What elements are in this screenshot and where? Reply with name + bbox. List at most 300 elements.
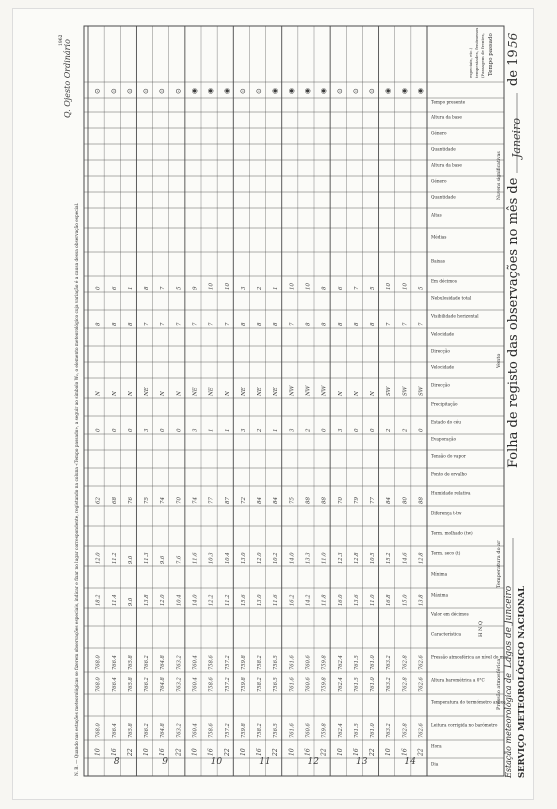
pressure-value: 756.5 [273,723,280,738]
max-temp-value: 16.0 [337,594,344,606]
cloudiness-value: 10 [402,283,409,290]
landscape-form [58,26,527,779]
column-header: Term. molhado (tw) [431,530,473,536]
hour-value: 10 [336,748,344,756]
humidity-value: 79 [353,497,360,504]
column-header: Género [431,178,447,184]
day-number: 12 [307,757,319,767]
sea-level-pressure-value: 762.6 [418,655,425,670]
dry-temp-value: 12.8 [418,552,425,564]
max-temp-value: 16.2 [289,594,296,606]
pressure-value: 762.8 [402,723,409,738]
sea-level-pressure-value: 763.2 [176,655,183,670]
group-vento: Vento [496,353,502,368]
visibility-value: 8 [353,322,360,326]
wind-direction-value: NW [305,385,312,396]
sky-state-value: 3 [289,428,296,432]
dry-temp-value: 11.3 [144,552,151,564]
humidity-value: 88 [418,497,425,504]
sea-level-pressure-value: 768.0 [95,655,102,670]
hour-value: 22 [369,748,377,756]
dry-temp-value: 10.2 [273,552,280,564]
pressure-value: 768.0 [95,723,102,738]
dry-temp-value: 9.6 [160,555,167,564]
sea-level-pressure-value: 765.8 [127,655,134,670]
sky-state-value: 3 [192,428,199,432]
cloudiness-value: 10 [305,283,312,290]
wind-direction-value: SW [386,386,393,396]
institution-name: SERVIÇO METEOROLÓGICO NACIONAL [517,585,527,778]
max-temp-value: 18.2 [95,594,102,606]
column-header: Term. seco (t) [431,550,461,556]
humidity-value: 68 [111,497,118,504]
sea-level-pressure-value: 761.0 [370,655,377,670]
column-header: Visibilidade horizontal [431,313,479,319]
pressure-value: 760.6 [305,723,312,738]
pressure-corrected-value: 762.6 [418,677,425,692]
sea-level-pressure-value: 763.2 [386,655,393,670]
humidity-value: 88 [321,497,328,504]
humidity-value: 77 [370,497,377,504]
column-header: Em décimos [431,278,457,284]
pressure-value: 765.8 [127,723,134,738]
month-value: Janeiro [510,118,523,158]
sea-level-pressure-value: 761.6 [289,655,296,670]
cloudiness-value: 6 [337,286,344,290]
column-header: Altura da base [431,114,462,120]
visibility-value: 7 [224,322,231,326]
pressure-value: 764.8 [160,723,167,738]
pressure-corrected-value: 760.6 [305,677,312,692]
pressure-value: 758.6 [208,723,215,738]
humidity-value: 74 [192,497,199,504]
max-temp-value: 10.4 [176,594,183,606]
humidity-value: 70 [176,497,183,504]
pressure-corrected-value: 764.8 [160,677,167,692]
sky-state-value: 0 [95,428,102,432]
dry-temp-value: 13.3 [305,552,312,564]
hour-value: 22 [272,748,280,756]
sky-state-value: 0 [418,428,425,432]
column-header: Temperatura do termómetro anexo [431,699,506,705]
wind-direction-value: N [337,391,344,396]
column-header: Altura barométrica a 0°C [431,677,485,683]
column-header: Mínima [431,571,448,577]
pressure-corrected-value: 757.2 [224,677,231,692]
visibility-value: 8 [305,322,312,326]
humidity-value: 72 [240,497,247,504]
max-temp-value: 11.6 [273,594,280,606]
sky-state-value: 3 [337,428,344,432]
hour-value: 16 [159,748,167,756]
wind-direction-value: N [353,391,360,396]
max-temp-value: 15.0 [402,594,409,606]
visibility-value: 8 [111,322,118,326]
column-header: Valor em décimos [431,611,469,617]
column-header: Pressão atmosférica ao nível do mar [431,654,509,660]
sea-level-pressure-value: 766.4 [111,655,118,670]
sea-level-pressure-value: 760.4 [192,655,199,670]
tempo-passado-note: (Passagem de frentes, [480,33,485,78]
column-header: Precipitação [431,401,458,407]
tempo-passado-note: tempestades, fenómenos [474,27,479,78]
present-weather-symbol: ⊙ [174,88,183,94]
dry-temp-value: 12.3 [337,552,344,564]
max-temp-value: 11.4 [111,594,118,606]
wind-direction-value: N [95,391,102,396]
column-header: Tensão do vapor [431,453,466,459]
visibility-value: 8 [370,322,377,326]
wind-direction-value: N [176,391,183,396]
dry-temp-value: 10.4 [224,552,231,564]
wind-direction-value: SW [402,386,409,396]
hour-value: 10 [94,748,102,756]
hour-value: 10 [385,748,393,756]
present-weather-symbol: ⊙ [93,88,102,94]
visibility-value: 7 [192,322,199,326]
tempo-passado-note: especiais, etc.) [468,47,473,78]
column-header: Máxima [431,592,448,598]
cloudiness-value: 5 [418,286,425,290]
column-header: Diferença t-tw [431,510,462,516]
present-weather-symbol: ◉ [319,87,328,94]
group-nuvens: Nuvens significativas [497,151,502,200]
dry-temp-value: 15.2 [386,552,393,564]
sea-level-pressure-value: 764.8 [160,655,167,670]
hour-value: 22 [126,748,134,756]
column-header: Tempo presente [431,99,466,105]
present-weather-symbol: ◉ [400,87,409,94]
day-number: 8 [113,757,120,767]
wind-direction-value: SW [418,386,425,396]
pressure-corrected-value: 768.0 [95,677,102,692]
sheet-title: Folha de registo das observações no mês de [506,177,521,468]
column-header: Direcção [431,382,450,388]
pressure-corrected-value: 762.4 [337,677,344,692]
pressure-value: 763.2 [176,723,183,738]
pressure-value: 758.2 [257,723,264,738]
day-number: 11 [259,757,271,767]
max-temp-value: 13.8 [418,594,425,606]
sky-state-value: 2 [305,428,312,432]
wind-direction-value: NE [192,387,199,396]
max-temp-value: 11.2 [224,594,231,606]
sea-level-pressure-value: 766.2 [144,655,151,670]
wind-direction-value: NE [208,387,215,396]
dry-temp-value: 9.0 [127,555,134,564]
sea-level-pressure-value: 760.6 [305,655,312,670]
dry-temp-value: 10.3 [208,552,215,564]
humidity-value: 74 [160,497,167,504]
dry-temp-value: 12.8 [353,552,360,564]
pressure-corrected-value: 763.2 [386,677,393,692]
sky-state-value: 0 [127,428,134,432]
cloudiness-value: 1 [273,286,280,290]
visibility-value: 8 [257,322,264,326]
column-header: Humidade relativa [431,490,471,496]
pressure-corrected-value: 758.2 [257,677,264,692]
cloudiness-value: 0 [95,286,102,290]
visibility-value: 7 [144,322,151,326]
wind-direction-value: NW [321,385,328,396]
pressure-corrected-value: 759.8 [240,677,247,692]
visibility-value: 8 [337,322,344,326]
print-code: 1962 [59,34,64,46]
visibility-value: 7 [418,322,425,326]
sky-state-value: 0 [111,428,118,432]
pressure-corrected-value: 761.0 [370,677,377,692]
max-temp-value: 12.2 [208,594,215,606]
pressure-corrected-value: 766.2 [144,677,151,692]
visibility-value: 8 [273,322,280,326]
column-header: Quantidade [431,146,456,152]
sky-state-value: 2 [257,428,264,432]
visibility-value: 7 [176,322,183,326]
dry-temp-value: 12.0 [257,552,264,564]
max-temp-value: 11.8 [321,594,328,606]
visibility-value: 8 [321,322,328,326]
max-temp-value: 16.8 [386,594,393,606]
wind-direction-value: NW [289,385,296,396]
present-weather-symbol: ⊙ [368,88,377,94]
pressure-value: 762.6 [418,723,425,738]
hour-value: 22 [320,748,328,756]
visibility-value: 8 [127,322,134,326]
signature: Q. Ojesto Ordinário [63,39,72,118]
sky-state-value: 3 [144,428,151,432]
wind-direction-value: N [160,391,167,396]
pressure-corrected-value: 766.4 [111,677,118,692]
station-label: Estação meteorológica de [504,673,513,778]
cloudiness-value: 6 [111,286,118,290]
cloudiness-value: 8 [321,286,328,290]
visibility-value: 7 [402,322,409,326]
tempo-passado-title: Tempo passado [488,33,494,76]
dry-temp-value: 14.6 [402,552,409,564]
column-header: Ponto de orvalho [431,471,467,477]
hour-value: 16 [401,748,409,756]
sky-state-value: 2 [386,428,393,432]
pressure-value: 761.0 [370,723,377,738]
visibility-value: 7 [386,322,393,326]
present-weather-symbol: ⊙ [125,88,134,94]
hour-value: 22 [417,748,425,756]
hnq-label: H N Q [478,620,484,637]
column-header: Baixas [431,258,445,264]
humidity-value: 77 [208,497,215,504]
hour-value: 16 [352,748,360,756]
column-header: Altura da base [431,162,462,168]
column-header: Quantidade [431,194,456,200]
sky-state-value: 1 [208,428,215,432]
hour-value: 10 [239,748,247,756]
humidity-value: 84 [386,497,393,504]
pressure-value: 761.5 [353,723,360,738]
dry-temp-value: 13.0 [240,552,247,564]
sky-state-value: 1 [273,428,280,432]
humidity-value: 80 [402,497,409,504]
sky-state-value: 0 [370,428,377,432]
present-weather-symbol: ◉ [416,87,425,94]
pressure-corrected-value: 758.6 [208,677,215,692]
group-pressao: Pressão atmosférica [496,658,502,710]
sea-level-pressure-value: 758.2 [257,655,264,670]
cloudiness-value: 3 [240,286,247,290]
wind-direction-value: N [127,391,134,396]
humidity-value: 62 [95,497,102,504]
humidity-value: 70 [337,497,344,504]
pressure-corrected-value: 762.8 [402,677,409,692]
column-header: Velocidade [431,364,454,370]
hour-value: 22 [223,748,231,756]
column-header: Género [431,130,447,136]
present-weather-symbol: ⊙ [109,88,118,94]
humidity-value: 88 [305,497,312,504]
present-weather-symbol: ◉ [303,87,312,94]
wind-direction-value: NE [240,387,247,396]
cloudiness-value: 5 [176,286,183,290]
sea-level-pressure-value: 759.8 [240,655,247,670]
sky-state-value: 0 [176,428,183,432]
day-number: 10 [210,757,223,767]
column-header: Hora [431,743,442,749]
pressure-corrected-value: 761.6 [289,677,296,692]
sky-state-value: 0 [353,428,360,432]
wind-direction-value: NE [273,387,280,396]
day-number: 14 [404,757,416,767]
pressure-value: 762.4 [337,723,344,738]
present-weather-symbol: ⊙ [158,88,167,94]
column-header: Característica [431,631,462,637]
max-temp-value: 13.6 [353,594,360,606]
visibility-value: 8 [240,322,247,326]
humidity-value: 75 [289,497,296,504]
hour-value: 16 [207,748,215,756]
column-header: Leitura corrigida no barómetro [431,722,498,728]
sea-level-pressure-value: 757.2 [224,655,231,670]
pressure-value: 763.2 [386,723,393,738]
cloudiness-value: 9 [192,286,199,290]
cloudiness-value: 10 [208,283,215,290]
present-weather-symbol: ◉ [271,87,280,94]
pressure-corrected-value: 756.5 [273,677,280,692]
humidity-value: 76 [127,497,134,504]
dry-temp-value: 10.5 [370,552,377,564]
cloudiness-value: 10 [386,283,393,290]
dry-temp-value: 7.6 [176,555,183,564]
sea-level-pressure-value: 756.5 [273,655,280,670]
max-temp-value: 15.6 [240,594,247,606]
hour-value: 22 [175,748,183,756]
pressure-value: 757.2 [224,723,231,738]
cloudiness-value: 2 [257,286,264,290]
pressure-corrected-value: 761.5 [353,677,360,692]
sky-state-value: 2 [402,428,409,432]
hour-value: 16 [304,748,312,756]
sea-level-pressure-value: 758.6 [208,655,215,670]
column-header: Altas [431,212,442,218]
max-temp-value: 14.0 [192,594,199,606]
cloudiness-value: 7 [160,286,167,290]
wind-direction-value: N [111,391,118,396]
day-number: 9 [162,757,168,767]
group-temperatura: Temperatura do ar [496,540,502,588]
cloudiness-value: 8 [144,286,151,290]
cloudiness-value: 10 [289,283,296,290]
hour-value: 16 [256,748,264,756]
max-temp-value: 13.0 [257,594,264,606]
visibility-value: 8 [95,322,102,326]
present-weather-symbol: ⊙ [351,88,360,94]
max-temp-value: 13.8 [144,594,151,606]
present-weather-symbol: ◉ [287,87,296,94]
column-header: Dia [431,761,439,767]
wind-direction-value: N [370,391,377,396]
sea-level-pressure-value: 759.8 [321,655,328,670]
pressure-corrected-value: 760.4 [192,677,199,692]
present-weather-symbol: ⊙ [142,88,151,94]
cloudiness-value: 7 [353,286,360,290]
sea-level-pressure-value: 762.8 [402,655,409,670]
sea-level-pressure-value: 762.4 [337,655,344,670]
present-weather-symbol: ⊙ [335,88,344,94]
max-temp-value: 12.0 [160,594,167,606]
pressure-value: 766.4 [111,723,118,738]
pressure-value: 759.8 [321,723,328,738]
cloudiness-value: 1 [127,286,134,290]
cloudiness-value: 10 [224,283,231,290]
pressure-value: 760.4 [192,723,199,738]
pressure-corrected-value: 765.8 [127,677,134,692]
visibility-value: 7 [160,322,167,326]
humidity-value: 84 [273,497,280,504]
pressure-value: 759.8 [240,723,247,738]
column-header: Velocidade [431,331,454,337]
column-header: Estado do céu [431,419,461,425]
present-weather-symbol: ◉ [190,87,199,94]
column-header: Nebulosidade total [431,295,472,301]
wind-direction-value: NE [257,387,264,396]
column-header: Médias [431,234,447,240]
dry-temp-value: 11.2 [111,552,118,564]
dry-temp-value: 14.0 [289,552,296,564]
max-temp-value: 14.2 [305,594,312,606]
sky-state-value: 3 [240,428,247,432]
humidity-value: 84 [257,497,264,504]
present-weather-symbol: ◉ [384,87,393,94]
hour-value: 10 [288,748,296,756]
max-temp-value: 9.0 [127,597,134,606]
column-header: Evaporação [431,436,456,442]
year-label: de 19 [506,49,521,86]
pressure-corrected-value: 759.8 [321,677,328,692]
visibility-value: 7 [289,322,296,326]
footnote: N. B. — Quando nas estações meteorológicas se fizerem observações especiais, indicar e fixar no lugar correspondente, registando na coluna «Tempo passado», a seguir ao símbolo W₂, o elemento meteorológico cuja variação é a causa dessa observação especial. [75,202,80,776]
max-temp-value: 11.0 [370,594,377,606]
present-weather-symbol: ◉ [222,87,231,94]
sea-level-pressure-value: 761.5 [353,655,360,670]
hour-value: 16 [110,748,118,756]
pressure-value: 766.2 [144,723,151,738]
present-weather-symbol: ⊙ [238,88,247,94]
cloudiness-value: 5 [370,286,377,290]
visibility-value: 7 [208,322,215,326]
pressure-value: 761.6 [289,723,296,738]
column-header: Direcção [431,348,450,354]
present-weather-symbol: ⊙ [255,88,264,94]
hour-value: 10 [143,748,151,756]
dry-temp-value: 11.6 [192,552,199,564]
